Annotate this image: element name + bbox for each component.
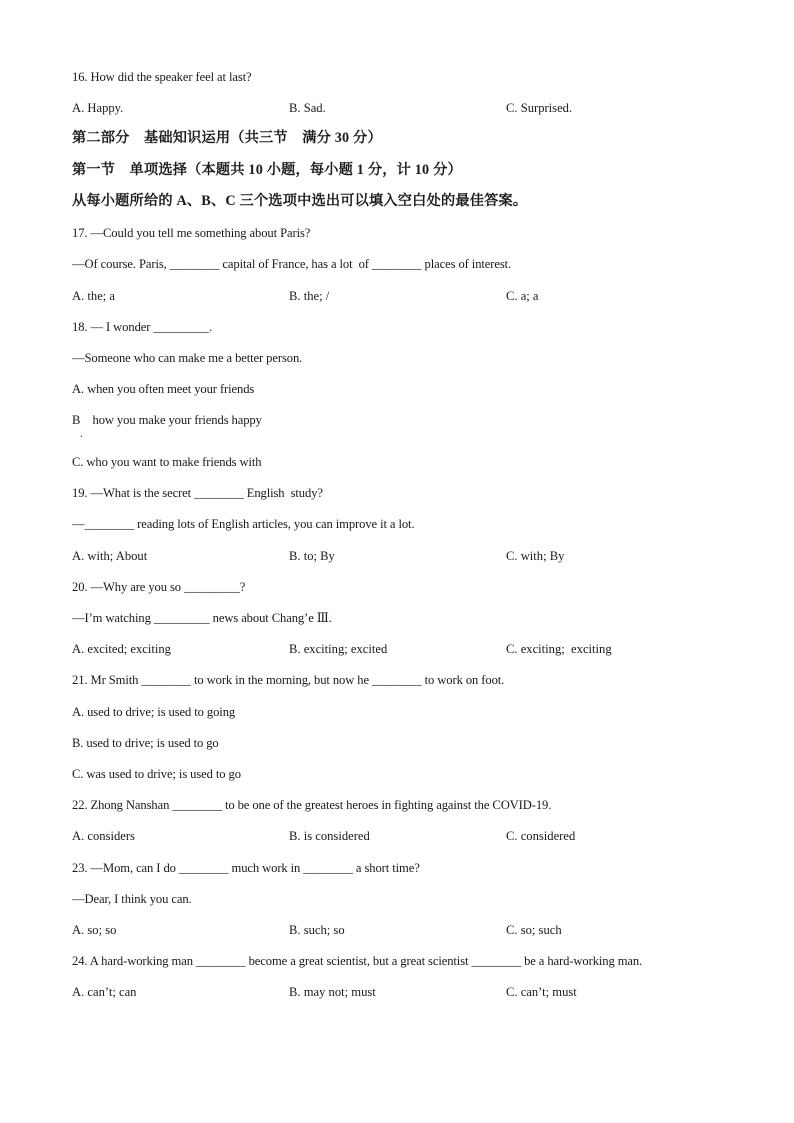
question-22-stem: 22. Zhong Nanshan ________ to be one of the greatest heroes in fighting against the COVID-19. [72, 798, 552, 812]
question-24-option-b: B. may not; must [289, 985, 376, 999]
question-19-option-b: B. to; By [289, 549, 335, 563]
question-21-option-a: A. used to drive; is used to going [72, 705, 236, 719]
part-heading: 第二部分 基础知识运用（共三节 满分 30 分） [72, 130, 382, 146]
question-22-option-b: B. is considered [289, 829, 370, 843]
question-16-option-a: A. Happy. [72, 101, 124, 115]
question-20-option-c: C. exciting; exciting [506, 642, 612, 656]
question-24-option-c: C. can’t; must [506, 985, 577, 999]
question-23-option-a: A. so; so [72, 923, 117, 937]
question-21-option-b: B. used to drive; is used to go [72, 736, 219, 750]
question-18-stem: 18. — I wonder _________. [72, 320, 213, 334]
question-17-option-c: C. a; a [506, 289, 539, 303]
question-23-stem: 23. —Mom, can I do ________ much work in ________ a short time? [72, 861, 420, 875]
question-21-option-c: C. was used to drive; is used to go [72, 767, 241, 781]
question-20-option-a: A. excited; exciting [72, 642, 171, 656]
question-18-reply: —Someone who can make me a better person. [72, 351, 303, 365]
question-23-reply: —Dear, I think you can. [72, 892, 192, 906]
question-18-option-c: C. who you want to make friends with [72, 455, 262, 469]
question-16-option-b: B. Sad. [289, 101, 326, 115]
question-17-option-b: B. the; / [289, 289, 330, 303]
question-18-option-b: B how you make your friends happy [72, 413, 262, 427]
question-18-option-b-dot: . [80, 429, 83, 440]
question-18-option-a: A. when you often meet your friends [72, 382, 255, 396]
question-20-option-b: B. exciting; excited [289, 642, 388, 656]
question-19-option-c: C. with; By [506, 549, 565, 563]
question-19-reply: —________ reading lots of English articles, you can improve it a lot. [72, 517, 415, 531]
question-22-option-a: A. considers [72, 829, 135, 843]
question-17-reply: —Of course. Paris, ________ capital of France, has a lot of ________ places of interest. [72, 257, 512, 271]
question-19-option-a: A. with; About [72, 549, 148, 563]
question-23-option-b: B. such; so [289, 923, 345, 937]
section-instruction: 从每小题所给的 A、B、C 三个选项中选出可以填入空白处的最佳答案。 [72, 193, 528, 209]
question-24-option-a: A. can’t; can [72, 985, 137, 999]
question-19-stem: 19. —What is the secret ________ English study? [72, 486, 323, 500]
question-24-stem: 24. A hard-working man ________ become a great scientist, but a great scientist ________ be a hard-working man. [72, 954, 643, 968]
question-17-option-a: A. the; a [72, 289, 116, 303]
section-heading: 第一节 单项选择（本题共 10 小题，每小题 1 分，计 10 分） [72, 162, 462, 178]
question-22-option-c: C. considered [506, 829, 576, 843]
question-21-stem: 21. Mr Smith ________ to work in the morning, but now he ________ to work on foot. [72, 673, 505, 687]
question-16-stem: 16. How did the speaker feel at last? [72, 70, 252, 84]
question-23-option-c: C. so; such [506, 923, 562, 937]
question-20-stem: 20. —Why are you so _________? [72, 580, 246, 594]
question-16-option-c: C. Surprised. [506, 101, 573, 115]
question-17-stem: 17. —Could you tell me something about Paris? [72, 226, 311, 240]
question-20-reply: —I’m watching _________ news about Chang’e Ⅲ. [72, 611, 332, 625]
